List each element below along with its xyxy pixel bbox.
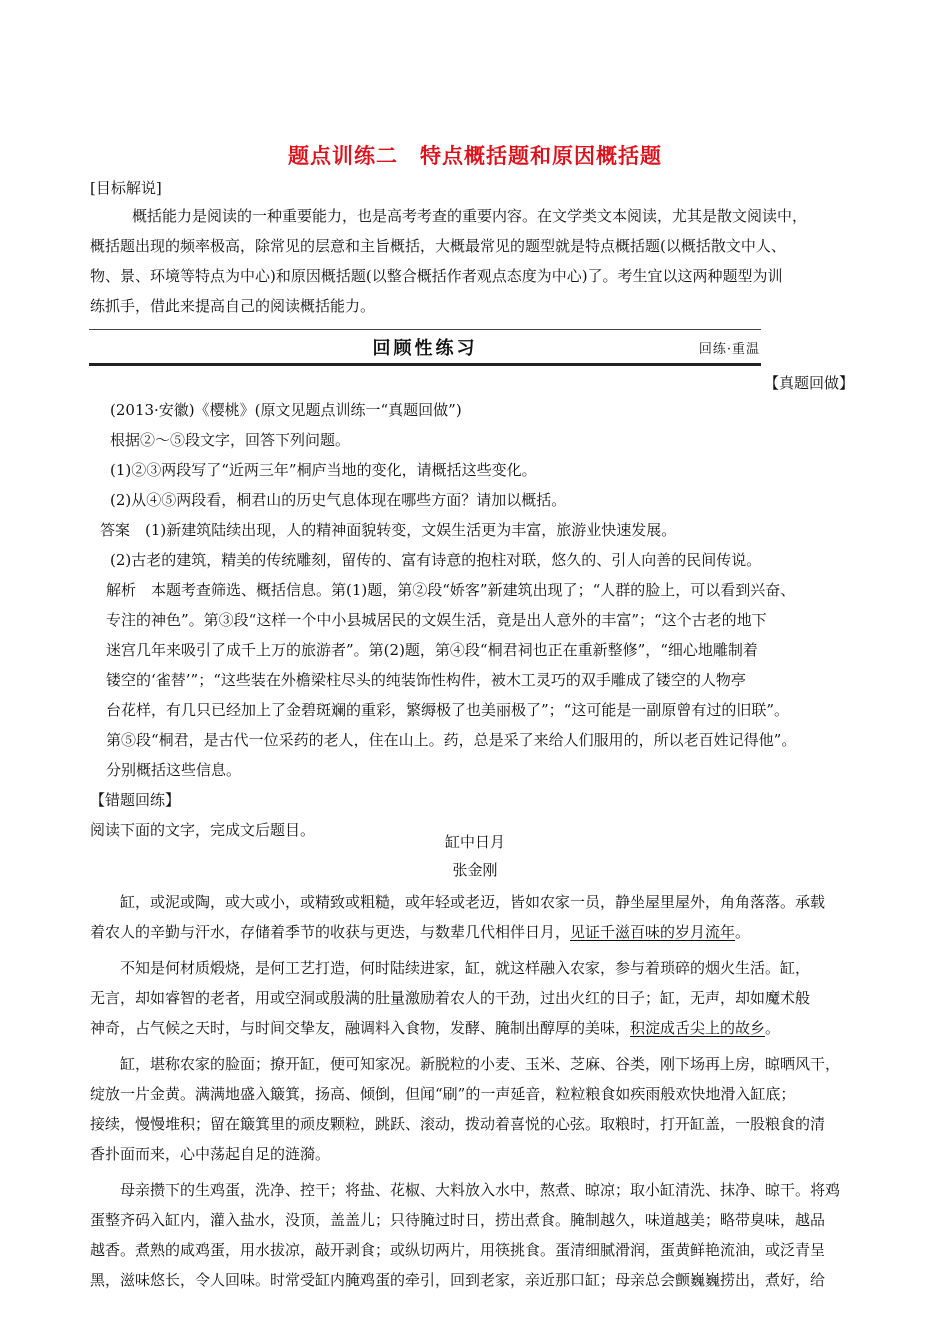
analysis-line: 专注的神色”。第③段“这样一个中小县城居民的文娱生活，竟是出人意外的丰富”；“这个古老的地下 <box>106 611 767 629</box>
essay-line: 接续，慢慢堆积；留在簸箕里的顽皮颗粒，跳跃、滚动，拨动着喜悦的心弦。取粮时，打开缸盖，一股粮食的清 <box>90 1115 826 1133</box>
analysis-line: 镂空的‘雀替’”；“这些装在外檐梁柱尽头的纯装饰性构件，被木工灵巧的双手雕成了镂空的人物亭 <box>106 671 746 689</box>
essay-line: 无言，却如睿智的老者，用或空洞或殷满的肚量激励着农人的干劲，过出火红的日子；缸，无声，却如魔术般 <box>90 989 811 1007</box>
underlined-phrase: 积淀成舌尖上的故乡 <box>630 1019 766 1037</box>
banner-title: 回顾性练习 <box>372 338 478 359</box>
page-title: 题点训练二 特点概括题和原因概括题 <box>288 144 662 168</box>
essay-text: 着农人的辛勤与汗水，存储着季节的收获与更迭，与数辈几代相伴日月， <box>90 923 571 941</box>
essay-line: 绽放一片金黄。满满地盛入簸箕，扬高、倾倒，但闻“刷”的一声延音，粒粒粮食如疾雨般欢快地滑入缸底； <box>90 1085 796 1103</box>
target-line: 概括题出现的频率极高，除常见的层意和主旨概括，大概最常见的题型就是特点概括题(以概括散文中人、 <box>90 237 786 255</box>
instruction-line: 阅读下面的文字，完成文后题目。 <box>90 821 316 839</box>
analysis-paragraph <box>106 575 796 785</box>
target-line: 概括能力是阅读的一种重要能力，也是高考考查的重要内容。在文学类文本阅读，尤其是散文阅读中， <box>132 207 808 225</box>
essay-text: 神奇，占气候之天时，与时间交挚友，融调料入食物，发酵、腌制出醇厚的美味， <box>90 1019 631 1037</box>
analysis-line: 分别概括这些信息。 <box>106 761 242 779</box>
essay-line: 蛋整齐码入缸内，灌入盐水，没顶，盖盖儿；只待腌过时日，捞出煮食。腌制越久，味道越美；略带臭味，越品 <box>90 1211 826 1229</box>
wrong-tag: 【错题回练】 <box>90 791 181 809</box>
source-line: (2013·安徽)《樱桃》(原文见题点训练一“真题回做”) <box>110 401 462 419</box>
essay-line: 缸，或泥或陶，或大或小，或精致或粗糙，或年轻或老迈，皆如农家一员，静坐屋里屋外，角角落落。承载 <box>120 893 826 911</box>
target-paragraph <box>90 201 807 321</box>
essay-line: 越香。煮熟的咸鸡蛋，用水拔凉，敲开剥食；或纵切两片，用筷挑食。蛋清细腻滑润，蛋黄鲜艳流油，或泛青呈 <box>90 1241 826 1259</box>
essay-text: 。 <box>765 1019 781 1037</box>
analysis-line: 台花样，有几只已经加上了金碧斑斓的重彩，繁缛极了也美丽极了”；“这可能是一副原曾有过的旧联”。 <box>106 701 790 719</box>
essay-line: 黑，滋味悠长，令人回味。时常受缸内腌鸡蛋的牵引，回到老家，亲近那口缸；母亲总会颤巍巍捞出，煮好，给 <box>90 1271 826 1289</box>
banner-top-rule <box>89 329 761 330</box>
real-exam-tag: 【真题回做】 <box>763 374 854 392</box>
analysis-line: 第⑤段“桐君，是古代一位采药的老人，住在山上。药，总是采了来给人们服用的，所以老百姓记得他”。 <box>106 731 797 749</box>
analysis-line: 迷宫几年来吸引了成千上万的旅游者”。第(2)题，第④段“桐君祠也正在重新整修”，“细心地雕制着 <box>106 641 758 659</box>
real-exam-section <box>100 395 762 575</box>
essay-line: 不知是何材质煅烧，是何工艺打造，何时陆续进家，缸，就这样融入农家，参与着琐碎的烟火生活。缸， <box>120 959 811 977</box>
answer-2: (2)古老的建筑，精美的传统雕刻，留传的、富有诗意的抱柱对联，悠久的、引人向善的民间传说。 <box>110 551 762 569</box>
essay-title: 缸中日月 <box>444 833 505 851</box>
essay-line <box>90 1013 840 1043</box>
essay-line: 香扑面而来，心中荡起自足的涟漪。 <box>90 1145 331 1163</box>
question-1: (1)②③两段写了“近两三年”桐庐当地的变化，请概括这些变化。 <box>110 461 537 479</box>
analysis-line: 解析 本题考查筛选、概括信息。第(1)题，第②段“娇客”新建筑出现了；“人群的脸上，可以看到兴奋、 <box>106 581 796 599</box>
underlined-phrase: 见证千滋百味的岁月流年 <box>570 923 736 941</box>
answer-1: 答案 (1)新建筑陆续出现，人的精神面貌转变，文娱生活更为丰富，旅游业快速发展。 <box>100 521 677 539</box>
essay-line: 缸，堪称农家的脸面；撩开缸，便可知家况。新脱粒的小麦、玉米、芝麻、谷类，刚下场再上房，晾晒风干， <box>120 1055 841 1073</box>
prompt-line: 根据②～⑤段文字，回答下列问题。 <box>110 431 351 449</box>
target-line: 物、景、环境等特点为中心)和原因概括题(以整合概括作者观点态度为中心)了。考生宜以这两种题型为训 <box>90 267 783 285</box>
essay-body <box>90 887 840 1295</box>
essay-line: 母亲攒下的生鸡蛋，洗净、控干；将盐、花椒、大料放入水中，熬煮、晾凉；取小缸清洗、抹净、晾干。将鸡 <box>120 1181 841 1199</box>
question-2: (2)从④⑤两段看，桐君山的历史气息体现在哪些方面？请加以概括。 <box>110 491 567 509</box>
target-heading: [目标解说] <box>90 179 162 197</box>
banner-subtitle: 回练·重温 <box>698 342 760 357</box>
banner-bottom-rule <box>89 363 761 366</box>
target-line: 练抓手，借此来提高自己的阅读概括能力。 <box>90 297 376 315</box>
essay-line <box>90 917 840 947</box>
essay-text: 。 <box>735 923 751 941</box>
essay-author: 张金刚 <box>452 861 498 879</box>
